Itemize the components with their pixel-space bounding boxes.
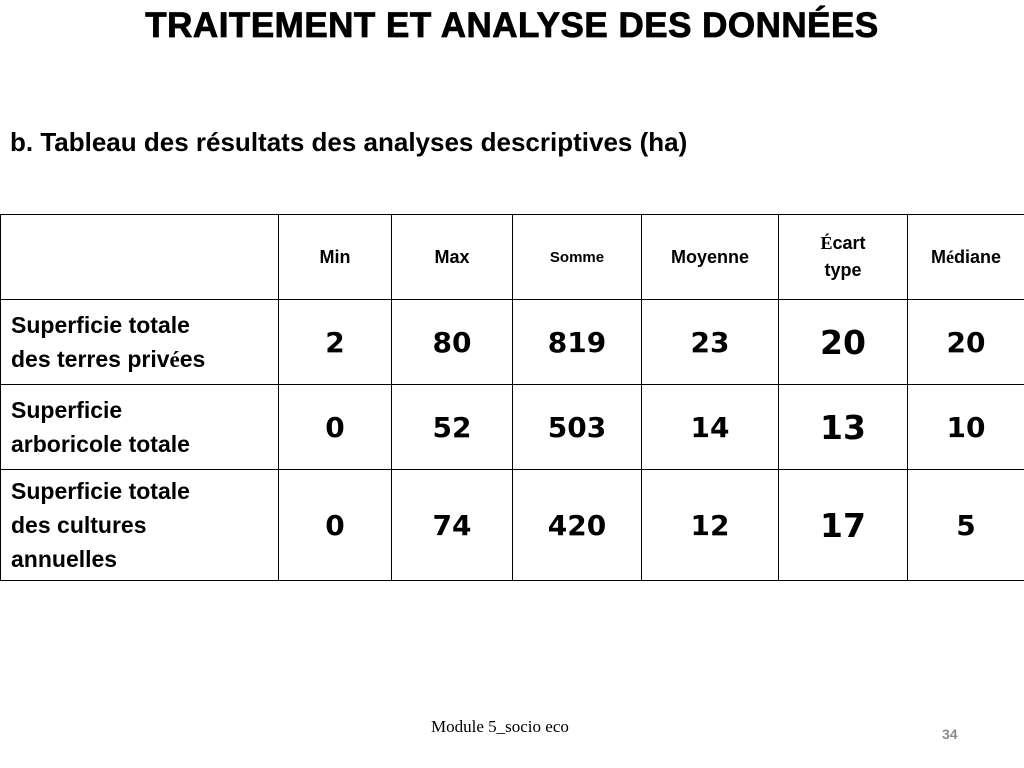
- table-row: [1, 300, 1024, 385]
- cell-ecart-type: 17: [779, 470, 908, 581]
- header-somme: Somme: [513, 215, 642, 300]
- row-label-line2b: es: [179, 345, 206, 372]
- cell-ecart-type: 13: [779, 385, 908, 470]
- cell-min: 0: [279, 470, 392, 581]
- cell-somme: 503: [513, 385, 642, 470]
- cell-somme: 819: [513, 300, 642, 385]
- header-ecart-accent: É: [820, 233, 833, 253]
- cell-ecart-type: 20: [779, 300, 908, 385]
- cell-mediane: 20: [908, 300, 1024, 385]
- table-row: [1, 470, 1024, 581]
- cell-moyenne: 23: [642, 300, 779, 385]
- row-label-line3: annuelles: [11, 546, 118, 572]
- header-mediane-accent: é: [945, 246, 954, 267]
- header-empty-cell: [1, 215, 279, 300]
- cell-mediane: 10: [908, 385, 1024, 470]
- cell-mediane: 5: [908, 470, 1024, 581]
- row-label-line2: des cultures: [11, 512, 147, 538]
- row-label-line1: Superficie: [11, 397, 123, 423]
- header-min: Min: [279, 215, 392, 300]
- header-ecart-line2: type: [824, 260, 862, 280]
- header-ecart-rest: cart: [832, 233, 866, 253]
- results-table: [0, 214, 1024, 581]
- cell-max: 74: [392, 470, 513, 581]
- table-row: [1, 385, 1024, 470]
- cell-moyenne: 12: [642, 470, 779, 581]
- row-label-line2: arboricole totale: [11, 431, 190, 457]
- cell-min: 2: [279, 300, 392, 385]
- cell-min: 0: [279, 385, 392, 470]
- cell-somme: 420: [513, 470, 642, 581]
- table-header-row: [1, 215, 1024, 300]
- header-mediane-rest: diane: [953, 246, 1001, 267]
- header-mediane: [908, 215, 1024, 300]
- header-max: Max: [392, 215, 513, 300]
- page-number: 34: [942, 726, 958, 742]
- row-label-line2-accent: é: [169, 346, 180, 372]
- table-subtitle: b. Tableau des résultats des analyses descriptives (ha): [10, 127, 688, 157]
- row-label-line1: Superficie totale: [11, 478, 190, 504]
- header-mediane-m: M: [930, 246, 946, 267]
- slide-title: TRAITEMENT ET ANALYSE DES DONNÉES: [145, 6, 879, 45]
- row-label: [1, 300, 279, 385]
- header-ecart-type: [779, 215, 908, 300]
- cell-moyenne: 14: [642, 385, 779, 470]
- header-moyenne: Moyenne: [642, 215, 779, 300]
- cell-max: 80: [392, 300, 513, 385]
- cell-max: 52: [392, 385, 513, 470]
- row-label-line1: Superficie totale: [11, 311, 190, 338]
- row-label: [1, 385, 279, 470]
- slide-footer: Module 5_socio eco: [431, 717, 569, 736]
- row-label: [1, 470, 279, 581]
- row-label-line2a: des terres priv: [11, 345, 170, 372]
